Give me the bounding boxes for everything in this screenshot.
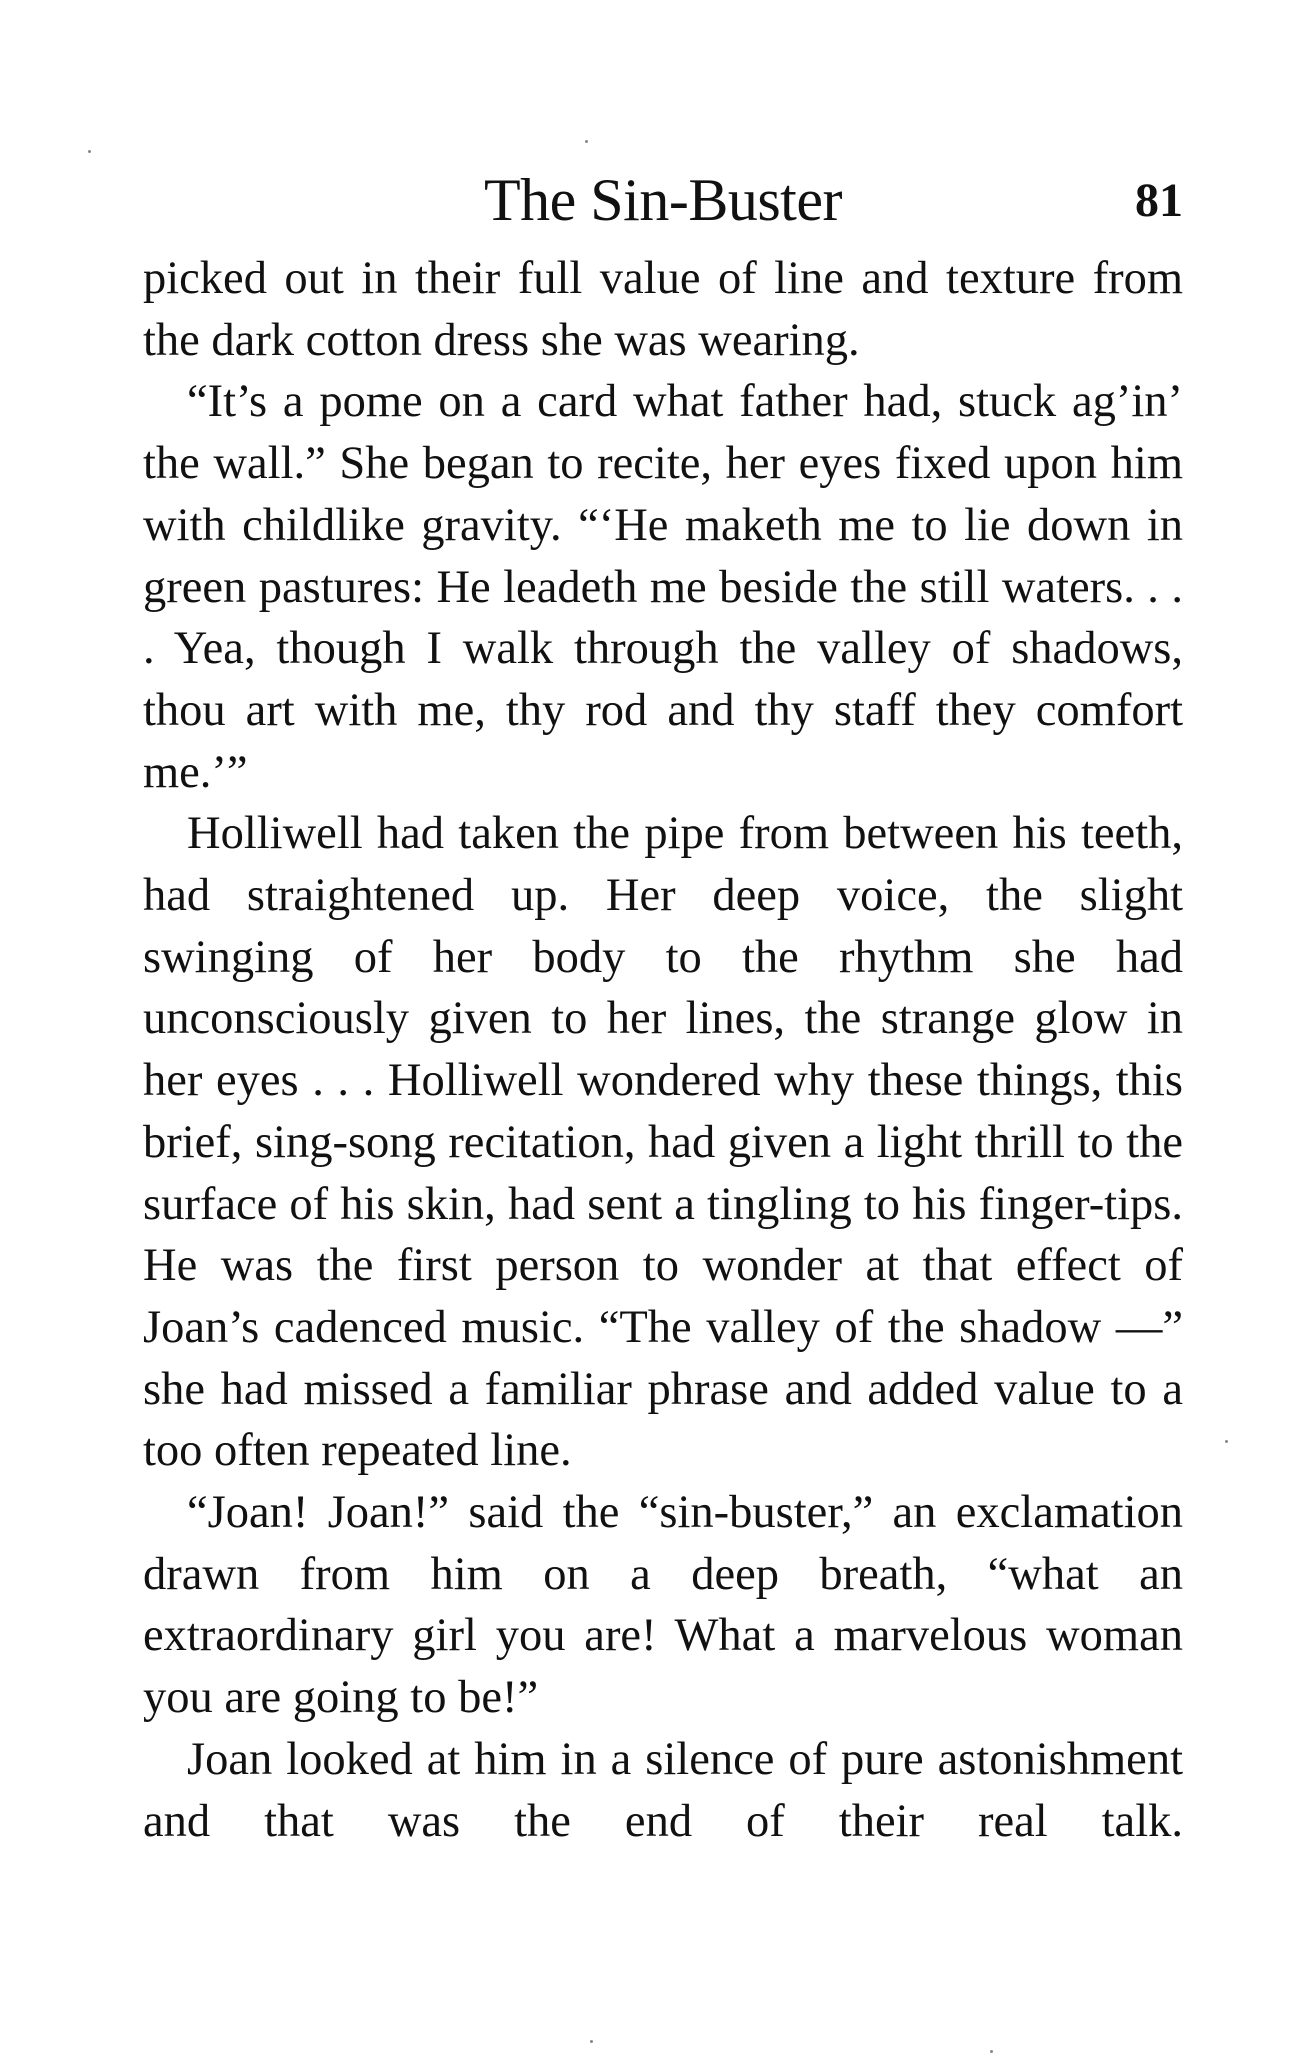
body-text (143, 248, 1183, 1852)
paper-speck (88, 150, 91, 153)
paragraph-4: “Joan! Joan!” said the “sin-buster,” an exclamation drawn from him on a deep breath, “what an extraordinary girl you are! What a marvelous woman you are going to be!” (143, 1487, 1183, 1724)
paper-speck (990, 2050, 993, 2053)
paper-speck (1225, 1440, 1228, 1443)
running-title: The Sin-Buster (484, 167, 842, 233)
page-number: 81 (1135, 174, 1183, 227)
paragraph-2: “It’s a pome on a card what father had, stuck ag’in’ the wall.” She began to recite, her eyes fixed upon him with childlike gravity. “‘He maketh me to lie down in green pastures: He leadeth me beside the still waters. . . . Yea, though I walk through the valley of shadows, thou art with me, thy rod and thy staff they comfort me.’” (143, 376, 1183, 798)
paragraph-1: picked out in their full value of line and texture from the dark cotton dress she was wearing. (143, 253, 1183, 366)
paper-speck (585, 140, 588, 143)
paragraph-3: Holliwell had taken the pipe from between his teeth, had straightened up. Her deep voice, the slight swinging of her body to the rhythm she had unconsciously given to her lines, the strange glow in her eyes . . . Holliwell wondered why these things, this brief, sing-song recitation, had given a light thrill to the surface of his skin, had sent a tingling to his finger-tips. He was the first person to wonder at that effect of Joan’s cadenced music. “The valley of the shadow —” she had missed a familiar phrase and added value to a too often repeated line. (143, 808, 1183, 1477)
page-header (143, 160, 1183, 240)
paper-speck (590, 2040, 593, 2043)
paragraph-5: Joan looked at him in a silence of pure astonishment and that was the end of their real talk. (143, 1733, 1183, 1847)
